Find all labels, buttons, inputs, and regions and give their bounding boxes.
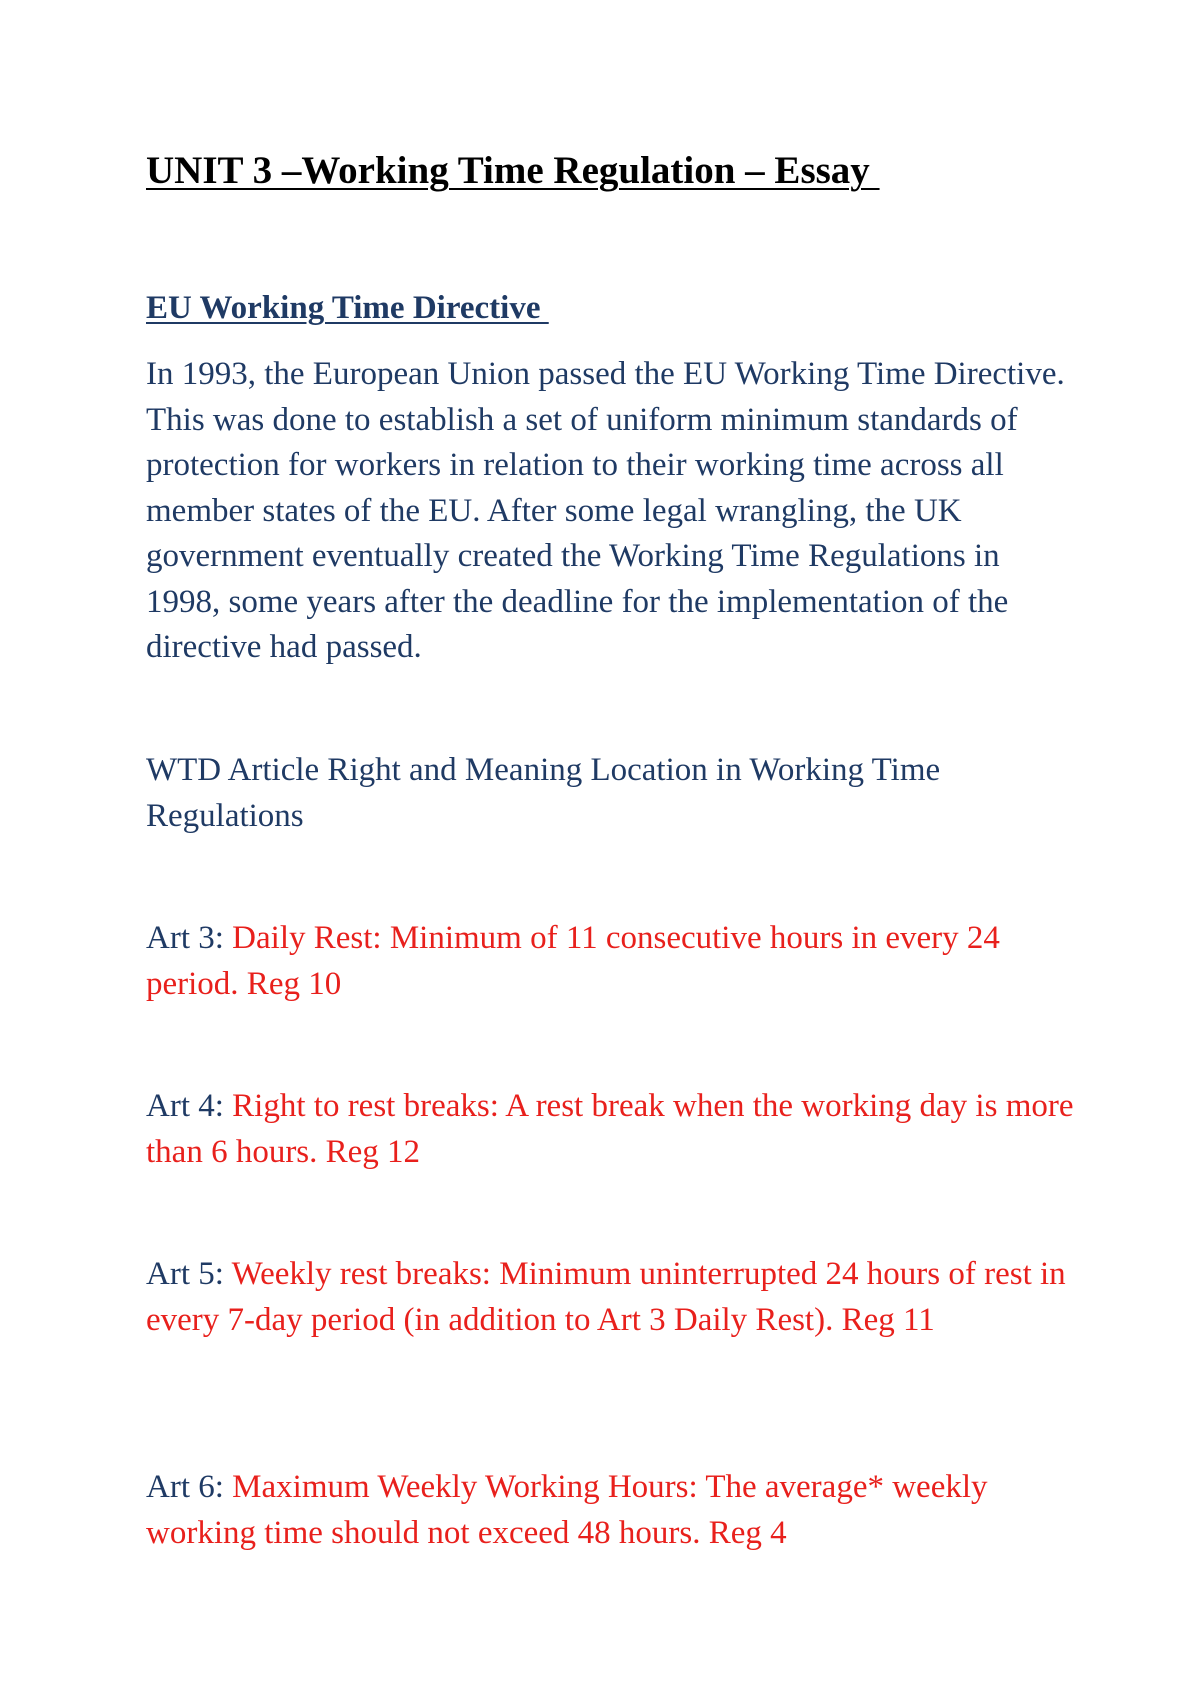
article-label: Art 3:	[146, 920, 233, 956]
article-item	[146, 1465, 1076, 1556]
article-item	[146, 1252, 1076, 1343]
article-description: Right to rest breaks: A rest break when the working day is more than 6 hours. Reg 12	[146, 1088, 1074, 1170]
page-title: UNIT 3 –Working Time Regulation – Essay	[146, 149, 880, 192]
article-description: Maximum Weekly Working Hours: The average* weekly working time should not exceed 48 hours. Reg 4	[146, 1469, 988, 1551]
intro-paragraph: In 1993, the European Union passed the EU Working Time Directive. This was done to establish a set of uniform minimum standards of protection for workers in relation to their working time across all member states of the EU. After some legal wrangling, the UK government eventually created the Working Time Regulations in 1998, some years after the deadline for the implementation of the directive had passed.	[146, 356, 1065, 665]
table-header-text: WTD Article Right and Meaning Location in Working Time Regulations	[146, 752, 941, 834]
section-heading: EU Working Time Directive	[146, 290, 549, 326]
article-description: Weekly rest breaks: Minimum uninterrupted 24 hours of rest in every 7-day period (in addition to Art 3 Daily Rest). Reg 11	[146, 1256, 1066, 1338]
article-label: Art 5:	[146, 1256, 232, 1292]
article-item	[146, 1084, 1076, 1175]
article-item	[146, 916, 1076, 1007]
article-label: Art 6:	[146, 1469, 233, 1505]
article-label: Art 4:	[146, 1088, 233, 1124]
article-description: Daily Rest: Minimum of 11 consecutive hours in every 24 period. Reg 10	[146, 920, 1000, 1002]
